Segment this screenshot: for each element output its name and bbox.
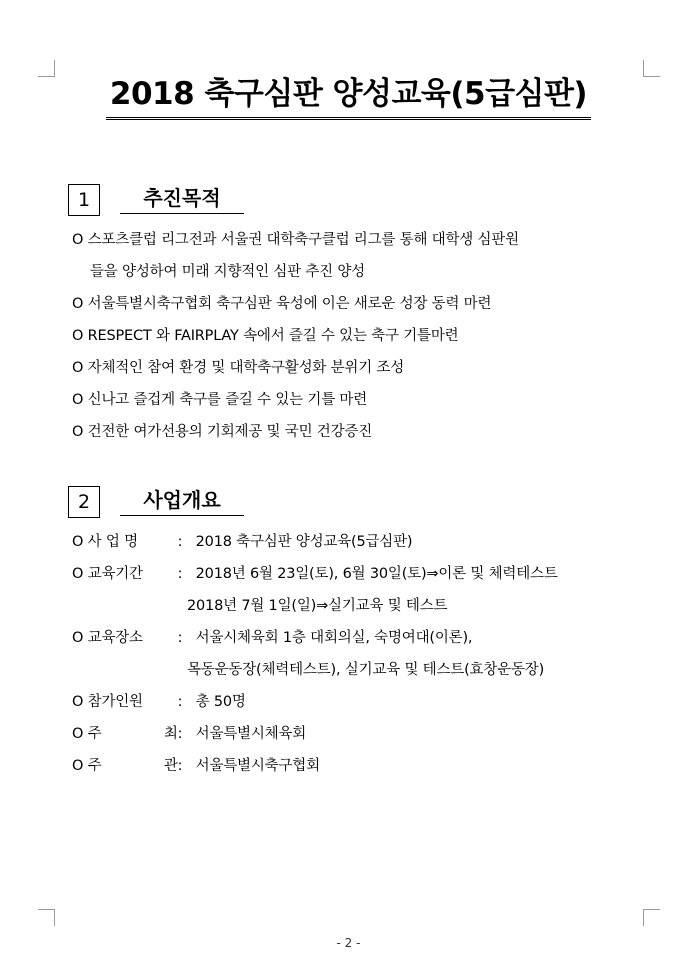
bullet: O: [72, 534, 84, 550]
section-1-label: 추진목적: [120, 186, 244, 214]
overview-place-row: [72, 628, 472, 648]
purpose-item-text: 건전한 여가선용의 기회제공 및 국민 건강증진: [87, 424, 373, 440]
overview-organizer-value: 서울특별시축구협회: [195, 758, 320, 774]
purpose-item-3: [72, 326, 458, 346]
overview-host-row: [72, 724, 306, 744]
purpose-item-1: [72, 230, 519, 250]
purpose-item-2: [72, 294, 491, 314]
purpose-item-text: 자체적인 참여 환경 및 대학축구활성화 분위기 조성: [87, 360, 405, 376]
colon: :: [177, 534, 183, 550]
overview-place-value-2: 목동운동장(체력테스트), 실기교육 및 테스트(효창운동장): [187, 662, 545, 678]
bullet: O: [72, 630, 84, 646]
section-2-label: 사업개요: [120, 488, 244, 516]
purpose-item-text: 스포츠클럽 리그전과 서울권 대학축구클럽 리그를 통해 대학생 심판원: [87, 232, 519, 248]
overview-period-value-1: 2018년 6월 23일(토), 6월 30일(토)⇒이론 및 체력테스트: [195, 566, 558, 582]
overview-period-value-2: 2018년 7월 1일(일)⇒실기교육 및 테스트: [187, 598, 448, 614]
bullet: O: [72, 392, 84, 408]
bullet: O: [72, 566, 84, 582]
overview-organizer-row: [72, 756, 320, 776]
section-2-header: [68, 484, 244, 520]
overview-period-row: [72, 564, 558, 584]
overview-participants-row: [72, 692, 246, 712]
document-title: 2018 축구심판 양성교육(5급심판): [106, 68, 591, 120]
section-2-number: 2: [68, 486, 100, 518]
colon: :: [177, 726, 183, 742]
crop-mark-bottom-left: [38, 909, 55, 926]
section-1-header: [68, 182, 244, 218]
bullet: O: [72, 726, 84, 742]
colon: :: [177, 566, 183, 582]
host-label-char-2: 최: [163, 726, 178, 742]
purpose-item-text: 서울특별시축구협회 축구심판 육성에 이은 새로운 성장 동력 마련: [87, 296, 492, 312]
overview-period-row-2: [187, 596, 447, 616]
section-1-number: 1: [68, 184, 100, 216]
bullet: O: [72, 328, 84, 344]
overview-period-label: 교육기간: [87, 566, 143, 582]
purpose-item-1-continued: [90, 262, 365, 282]
bullet: O: [72, 296, 84, 312]
colon: :: [177, 758, 183, 774]
purpose-item-text: 신나고 즐겁게 축구를 즐길 수 있는 기틀 마련: [87, 392, 368, 408]
overview-participants-value: 총 50명: [195, 694, 246, 710]
bullet: O: [72, 360, 84, 376]
overview-organizer-label: [88, 756, 178, 776]
host-label-char-1: 주: [87, 726, 102, 742]
colon: :: [177, 694, 183, 710]
overview-place-label: 교육장소: [87, 630, 143, 646]
purpose-item-5: [72, 390, 367, 410]
overview-name-label: 사 업 명: [87, 534, 138, 550]
overview-participants-label: 참가인원: [87, 694, 143, 710]
purpose-item-6: [72, 422, 372, 442]
colon: :: [177, 630, 183, 646]
organizer-label-char-1: 주: [87, 758, 102, 774]
page-number: - 2 -: [336, 936, 361, 950]
overview-name-value: 2018 축구심판 양성교육(5급심판): [195, 534, 413, 550]
organizer-label-char-2: 관: [163, 758, 178, 774]
overview-host-value: 서울특별시체육회: [195, 726, 307, 742]
overview-place-value-1: 서울시체육회 1층 대회의실, 숙명여대(이론),: [195, 630, 473, 646]
bullet: O: [72, 758, 84, 774]
bullet: O: [72, 232, 84, 248]
purpose-item-text: 들을 양성하여 미래 지향적인 심판 추진 양성: [90, 264, 365, 280]
document-title-wrap: [0, 68, 697, 120]
overview-name-row: [72, 532, 412, 552]
overview-host-label: [88, 724, 178, 744]
bullet: O: [72, 424, 84, 440]
crop-mark-bottom-right: [643, 909, 660, 926]
overview-place-row-2: [187, 660, 544, 680]
purpose-item-text: RESPECT 와 FAIRPLAY 속에서 즐길 수 있는 축구 기틀마련: [87, 328, 459, 344]
purpose-item-4: [72, 358, 404, 378]
bullet: O: [72, 694, 84, 710]
